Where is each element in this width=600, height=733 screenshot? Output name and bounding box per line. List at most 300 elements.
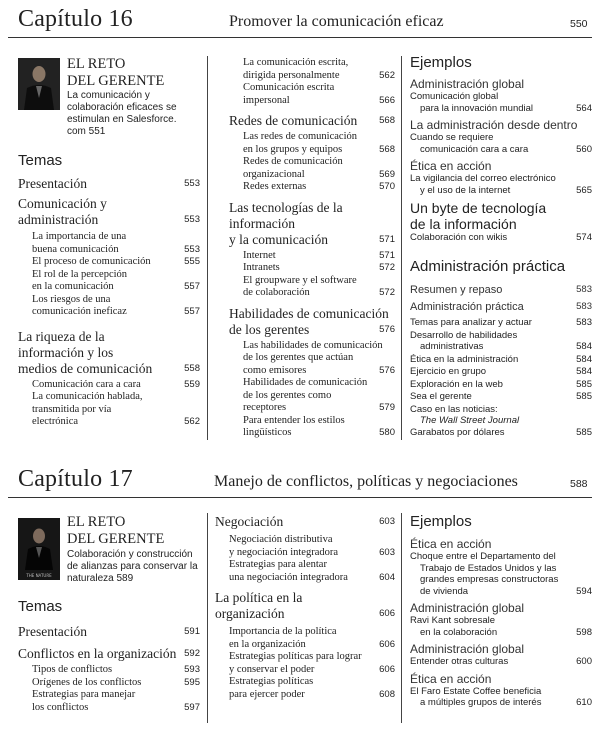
ejemplo-section: Ética en acción <box>410 537 492 551</box>
toc-line <box>18 379 200 392</box>
toc-line <box>229 113 395 129</box>
ejemplo-line <box>410 132 592 144</box>
ejemplos-list <box>410 537 592 709</box>
toc-entry-label: lingüísticos <box>243 427 292 438</box>
toc-entry-page: 571 <box>379 233 395 245</box>
toc-entry-label: y la comunicación <box>229 231 328 247</box>
practica-line <box>410 379 592 391</box>
toc-entry-label: Comunicación y <box>18 196 107 211</box>
toc-entry <box>18 329 200 377</box>
toc-entry-label: receptores <box>243 402 287 413</box>
practica-page: 585 <box>576 426 592 438</box>
toc-line <box>18 664 200 677</box>
toc-entry-page: 606 <box>379 663 395 675</box>
toc-entry-label: electrónica <box>32 416 79 427</box>
toc-entry <box>18 269 200 294</box>
toc-entry-label: los conflictos <box>32 701 89 713</box>
toc-entry <box>229 262 395 275</box>
practica-label: Resumen y repaso <box>410 284 503 296</box>
practica-page: 584 <box>576 366 592 377</box>
practica-label: administrativas <box>420 341 484 352</box>
column-divider <box>401 513 402 723</box>
toc-entry <box>18 646 200 662</box>
toc-entry-page: 608 <box>379 688 395 700</box>
toc-entry-label: para ejercer poder <box>229 688 305 700</box>
reto-desc-line: de alianzas para conservar la <box>67 561 198 572</box>
toc-entry <box>18 689 200 714</box>
toc-entry-page: 606 <box>379 638 395 650</box>
toc-entry-page: 557 <box>184 281 200 292</box>
practica-entry <box>410 354 592 366</box>
reto-title-line: DEL GERENTE <box>67 531 165 547</box>
toc-entry-label: Presentación <box>18 176 87 191</box>
toc-entry-page: 593 <box>184 664 200 675</box>
toc-entry <box>229 113 395 129</box>
toc-line <box>229 232 395 248</box>
practica-line <box>410 300 592 314</box>
ejemplos-list <box>410 77 592 244</box>
ejemplo-section: Un byte de tecnología <box>410 200 547 216</box>
reto-desc-line: com 551 <box>67 126 106 137</box>
practica-line <box>410 283 592 297</box>
toc-line <box>229 306 395 322</box>
thumb-caption: THE NATURE <box>26 573 52 578</box>
toc-line <box>18 391 200 404</box>
toc-line <box>18 306 200 319</box>
toc-line <box>229 250 395 263</box>
toc-line <box>18 689 200 702</box>
practica-entry <box>410 404 592 439</box>
toc-entry-label: impersonal <box>243 94 290 106</box>
toc-entry-label: La política en la <box>215 590 303 605</box>
ejemplo-line <box>410 185 592 197</box>
ejemplo-entry <box>410 159 592 196</box>
toc-entry-label: El rol de la percepción <box>32 268 128 280</box>
ejemplo-page: 594 <box>576 585 592 597</box>
toc-line <box>18 677 200 690</box>
reto-desc-line: Colaboración y construcción <box>67 549 193 560</box>
toc-entry-label: Las redes de comunicación <box>243 131 357 142</box>
toc-entry <box>18 624 200 640</box>
ejemplo-page: 565 <box>576 184 592 196</box>
practica-entry <box>410 379 592 391</box>
ejemplo-page: 564 <box>576 102 592 114</box>
reto-title-line: DEL GERENTE <box>67 73 165 89</box>
toc-entry-label: como emisores <box>243 364 307 376</box>
toc-line <box>229 365 395 378</box>
ejemplo-entry <box>410 537 592 597</box>
toc-line <box>215 572 395 585</box>
ejemplo-label: El Faro Estate Coffee beneficia <box>410 685 542 697</box>
toc-entry-page: 580 <box>379 427 395 438</box>
reto-desc-line: colaboración eficaces se <box>67 102 177 113</box>
ejemplo-section: Ética en acción <box>410 671 492 686</box>
toc-line <box>18 702 200 715</box>
toc-entry-page: 553 <box>184 214 200 225</box>
practica-entry <box>410 330 592 353</box>
toc-line <box>215 559 395 572</box>
ejemplo-label: para la innovación mundial <box>420 102 534 114</box>
toc-entry <box>18 677 200 690</box>
toc-line <box>229 57 395 70</box>
toc-line <box>18 294 200 307</box>
toc-line <box>229 70 395 83</box>
toc-entry-page: 595 <box>184 676 200 688</box>
toc-entry-page: 568 <box>379 115 395 126</box>
toc-entry-page: 553 <box>184 243 200 255</box>
practica-label: Caso en las noticias: <box>410 403 498 415</box>
toc-entry-page: 568 <box>379 143 395 155</box>
toc-entry-page: 603 <box>379 546 395 558</box>
temas-list <box>18 176 200 429</box>
toc-entry <box>18 664 200 677</box>
toc-entry <box>229 200 395 248</box>
toc-entry-label: Comunicación escrita <box>243 82 335 93</box>
toc-line <box>229 181 395 194</box>
chapter-17-page: 588 <box>570 478 588 490</box>
practica-label: Temas para analizar y actuar <box>410 317 532 328</box>
practica-line <box>410 330 592 342</box>
toc-entry-label: Los riesgos de una <box>32 293 111 305</box>
toc-entry-page: 597 <box>184 701 200 713</box>
toc-line <box>18 256 200 269</box>
ejemplo-label: comunicación cara a cara <box>420 143 529 155</box>
ejemplo-section: Ética en acción <box>410 159 492 173</box>
toc-entry <box>18 196 200 228</box>
toc-entry-page: 557 <box>184 306 200 317</box>
ejemplo-label: Colaboración con wikis <box>410 232 508 243</box>
ejemplo-label: Trabajo de Estados Unidos y las <box>420 562 557 574</box>
temas-heading: Temas <box>18 598 63 615</box>
toc-entry-label: organización <box>215 606 285 621</box>
practica-page: 584 <box>576 353 592 365</box>
toc-entry-label: Intranets <box>243 262 280 273</box>
toc-entry-page: 572 <box>379 287 395 298</box>
toc-entry <box>215 514 395 530</box>
toc-entry <box>18 176 200 192</box>
toc-entry-page: 570 <box>379 181 395 192</box>
toc-entry-page: 562 <box>184 416 200 427</box>
toc-line <box>18 231 200 244</box>
toc-line <box>18 624 200 640</box>
practica-entry <box>410 317 592 329</box>
ejemplos-heading: Ejemplos <box>410 513 472 530</box>
ejemplo-line <box>410 656 592 668</box>
practica-list <box>410 283 592 438</box>
reto-desc-line: naturaleza 589 <box>67 573 134 584</box>
ejemplo-line <box>410 686 592 698</box>
ejemplo-label: Ravi Kant sobresale <box>410 615 496 626</box>
toc-entry <box>229 275 395 300</box>
practica-label: Exploración en la web <box>410 378 503 390</box>
practica-entry <box>410 366 592 378</box>
toc-line <box>18 281 200 294</box>
ejemplo-section: Administración global <box>410 642 525 656</box>
practica-line <box>410 427 592 439</box>
practica-entry <box>410 283 592 297</box>
toc-line <box>18 269 200 282</box>
practica-line <box>410 415 592 427</box>
ejemplo-entry <box>410 601 592 638</box>
ejemplo-line <box>410 627 592 639</box>
toc-entry-label: La importancia de una <box>32 231 127 242</box>
toc-entry <box>215 626 395 651</box>
toc-entry-page: 566 <box>379 94 395 106</box>
toc-entry <box>229 156 395 181</box>
practica-page: 584 <box>576 341 592 352</box>
toc-entry-label: Redes de comunicación <box>229 113 358 128</box>
toc-entry <box>215 676 395 701</box>
column-divider <box>207 513 208 723</box>
toc-entry-label: transmitida por vía <box>32 403 112 415</box>
toc-entry-label: Tipos de conflictos <box>32 664 113 675</box>
toc-line <box>215 689 395 702</box>
ejemplo-label: y el uso de la internet <box>420 184 511 196</box>
toc-entry-label: una negociación integradora <box>229 571 348 583</box>
toc-entry <box>229 181 395 194</box>
toc-line <box>18 176 200 192</box>
practica-page: 585 <box>576 391 592 402</box>
ejemplo-entry <box>410 672 592 709</box>
toc-entry-label: Importancia de la política <box>229 626 337 637</box>
toc-line <box>229 95 395 108</box>
toc-entry <box>18 391 200 429</box>
toc-entry-label: información y los <box>18 344 114 360</box>
toc-line <box>215 514 395 530</box>
toc-line <box>215 606 395 622</box>
toc-entry-label: Presentación <box>18 624 87 639</box>
practica-entry <box>410 391 592 403</box>
toc-entry <box>18 256 200 269</box>
toc-entry-label: El proceso de comunicación <box>32 256 151 267</box>
toc-entry-label: Comunicación cara a cara <box>32 378 141 390</box>
ejemplo-line <box>410 173 592 185</box>
toc-entry-page: 604 <box>379 571 395 583</box>
toc-line <box>18 646 200 662</box>
toc-entry-label: y conservar el poder <box>229 663 315 675</box>
toc-entry-label: Redes de comunicación <box>243 156 343 167</box>
practica-label: The Wall Street Journal <box>420 415 520 426</box>
chapter-17-title: Capítulo 17 <box>18 466 133 492</box>
toc-line <box>229 156 395 169</box>
toc-line <box>229 340 395 353</box>
toc-line <box>215 651 395 664</box>
ejemplo-page: 574 <box>576 232 592 243</box>
toc-line <box>215 590 395 606</box>
ejemplos-heading: Ejemplos <box>410 54 472 71</box>
toc-line <box>215 664 395 677</box>
reto-title-line: EL RETO <box>67 56 126 72</box>
temas-list-continued <box>215 514 395 701</box>
temas-heading: Temas <box>18 152 63 169</box>
toc-entry <box>229 250 395 263</box>
practica-label: Garabatos por dólares <box>410 426 505 438</box>
toc-entry-label: Conflictos en la organización <box>18 646 177 661</box>
toc-entry-page: 576 <box>379 364 395 376</box>
toc-entry-label: Negociación <box>215 514 284 529</box>
toc-entry-label: Las habilidades de comunicación <box>243 339 383 351</box>
toc-entry <box>18 294 200 319</box>
chapter-16-subtitle: Promover la comunicación eficaz <box>229 13 444 30</box>
practica-page: 583 <box>576 317 592 328</box>
toc-entry-label: comunicación ineficaz <box>32 306 127 317</box>
practica-line <box>410 341 592 353</box>
toc-entry <box>229 340 395 378</box>
chapter-17-rule <box>8 497 592 498</box>
ejemplo-section: La administración desde dentro <box>410 118 578 132</box>
ejemplo-label: La vigilancia del correo electrónico <box>410 173 556 184</box>
toc-entry <box>215 651 395 676</box>
chapter-16-rule <box>8 37 592 38</box>
toc-entry-page: 571 <box>379 249 395 261</box>
toc-entry-label: El groupware y el software <box>243 274 357 286</box>
ejemplo-line <box>410 232 592 244</box>
toc-line <box>229 402 395 415</box>
toc-entry-label: buena comunicación <box>32 243 119 255</box>
toc-entry-label: administración <box>18 212 99 227</box>
ejemplo-entry <box>410 118 592 155</box>
toc-entry-page: 606 <box>379 608 395 619</box>
toc-entry <box>229 415 395 440</box>
toc-entry-label: dirigida personalmente <box>243 69 340 81</box>
practica-label: Administración práctica <box>410 301 524 313</box>
practica-label: Sea el gerente <box>410 391 472 402</box>
practica-line <box>410 366 592 378</box>
temas-list <box>18 624 200 714</box>
practica-page: 583 <box>576 284 592 295</box>
toc-line <box>229 427 395 440</box>
toc-line <box>215 676 395 689</box>
ejemplo-line <box>410 563 592 575</box>
ejemplo-section: Administración global <box>410 601 525 615</box>
ejemplo-label: Comunicación global <box>410 91 499 102</box>
chapter-16-page: 550 <box>570 18 588 30</box>
toc-entry-label: Estrategias para alentar <box>229 559 327 570</box>
toc-entry-page: 553 <box>184 178 200 189</box>
toc-entry <box>215 534 395 559</box>
toc-line <box>18 361 200 377</box>
toc-line <box>215 534 395 547</box>
ejemplo-page: 610 <box>576 697 592 708</box>
practica-label: Ejercicio en grupo <box>410 366 487 377</box>
toc-entry-page: 579 <box>379 402 395 413</box>
ejemplo-label: grandes empresas constructoras <box>420 574 559 585</box>
toc-entry-label: La riqueza de la <box>18 328 105 344</box>
ejemplo-line <box>410 574 592 586</box>
toc-entry-page: 569 <box>379 168 395 180</box>
toc-entry-page: 555 <box>184 256 200 267</box>
ejemplo-line <box>410 144 592 156</box>
toc-entry-label: de los gerentes como <box>243 389 332 401</box>
toc-entry <box>215 590 395 622</box>
toc-line <box>229 82 395 95</box>
toc-entry <box>229 82 395 107</box>
toc-line <box>229 131 395 144</box>
toc-line <box>229 144 395 157</box>
ejemplo-page: 560 <box>576 143 592 155</box>
toc-entry-label: de colaboración <box>243 287 310 298</box>
toc-entry-label: de los gerentes que actúan <box>243 352 354 363</box>
toc-line <box>229 322 395 338</box>
reto-title-line: EL RETO <box>67 514 126 530</box>
ejemplo-line <box>410 103 592 115</box>
ejemplo-entry <box>410 77 592 114</box>
ejemplo-line <box>410 697 592 709</box>
ejemplo-label: Cuando se requiere <box>410 132 494 143</box>
reto-photo <box>18 518 60 580</box>
practica-page: 585 <box>576 378 592 390</box>
practica-label: Ética en la administración <box>410 353 519 365</box>
toc-entry-label: Estrategias para manejar <box>32 689 136 700</box>
toc-entry-label: Redes externas <box>243 181 307 192</box>
toc-entry <box>229 377 395 415</box>
toc-entry-label: de los gerentes <box>229 321 310 337</box>
toc-line <box>229 377 395 390</box>
toc-line <box>18 329 200 345</box>
ejemplo-section: Administración global <box>410 77 525 91</box>
practica-entry <box>410 300 592 314</box>
column-divider <box>401 56 402 440</box>
toc-line <box>229 352 395 365</box>
practica-line <box>410 354 592 366</box>
reto-desc-line: estimulan en Salesforce. <box>67 114 177 125</box>
ejemplo-page: 598 <box>576 626 592 638</box>
practica-line <box>410 317 592 329</box>
toc-entry-label: medios de comunicación <box>18 360 153 376</box>
toc-entry <box>229 131 395 156</box>
toc-line <box>229 415 395 428</box>
ejemplo-page: 600 <box>576 656 592 667</box>
toc-entry-label: Las tecnologías de la información <box>229 199 343 231</box>
toc-line <box>18 345 200 361</box>
ejemplo-line <box>410 615 592 627</box>
toc-entry-label: Estrategias políticas <box>229 676 314 687</box>
toc-entry <box>215 559 395 584</box>
toc-entry-page: 562 <box>379 69 395 81</box>
toc-line <box>18 212 200 228</box>
toc-entry-page: 559 <box>184 378 200 390</box>
toc-line <box>18 404 200 417</box>
reto-desc-line: La comunicación y <box>67 90 150 101</box>
toc-line <box>229 390 395 403</box>
chapter-17-subtitle: Manejo de conflictos, políticas y negociaciones <box>214 473 518 490</box>
toc-line <box>215 639 395 652</box>
toc-line <box>229 262 395 275</box>
toc-entry-label: en la organización <box>229 638 306 650</box>
toc-line <box>18 416 200 429</box>
ejemplo-line <box>410 91 592 103</box>
practica-page: 583 <box>576 301 592 312</box>
practica-heading: Administración práctica <box>410 258 566 275</box>
ejemplo-entry <box>410 200 592 244</box>
practica-line <box>410 391 592 403</box>
toc-entry-label: La comunicación escrita, <box>243 57 349 68</box>
practica-label: Desarrollo de habilidades <box>410 329 518 341</box>
toc-entry-label: y negociación integradora <box>229 546 339 558</box>
toc-line <box>18 244 200 257</box>
toc-entry-label: Internet <box>243 249 276 261</box>
column-divider <box>207 56 208 440</box>
toc-line <box>229 169 395 182</box>
toc-line <box>229 200 395 232</box>
toc-entry-page: 603 <box>379 516 395 527</box>
toc-entry-label: La comunicación hablada, <box>32 391 143 402</box>
toc-entry-label: Habilidades de comunicación <box>243 377 368 388</box>
toc-entry-label: Para entender los estilos <box>243 414 345 426</box>
ejemplo-label: en la colaboración <box>420 626 498 638</box>
toc-line <box>215 547 395 560</box>
toc-entry-page: 576 <box>379 323 395 335</box>
